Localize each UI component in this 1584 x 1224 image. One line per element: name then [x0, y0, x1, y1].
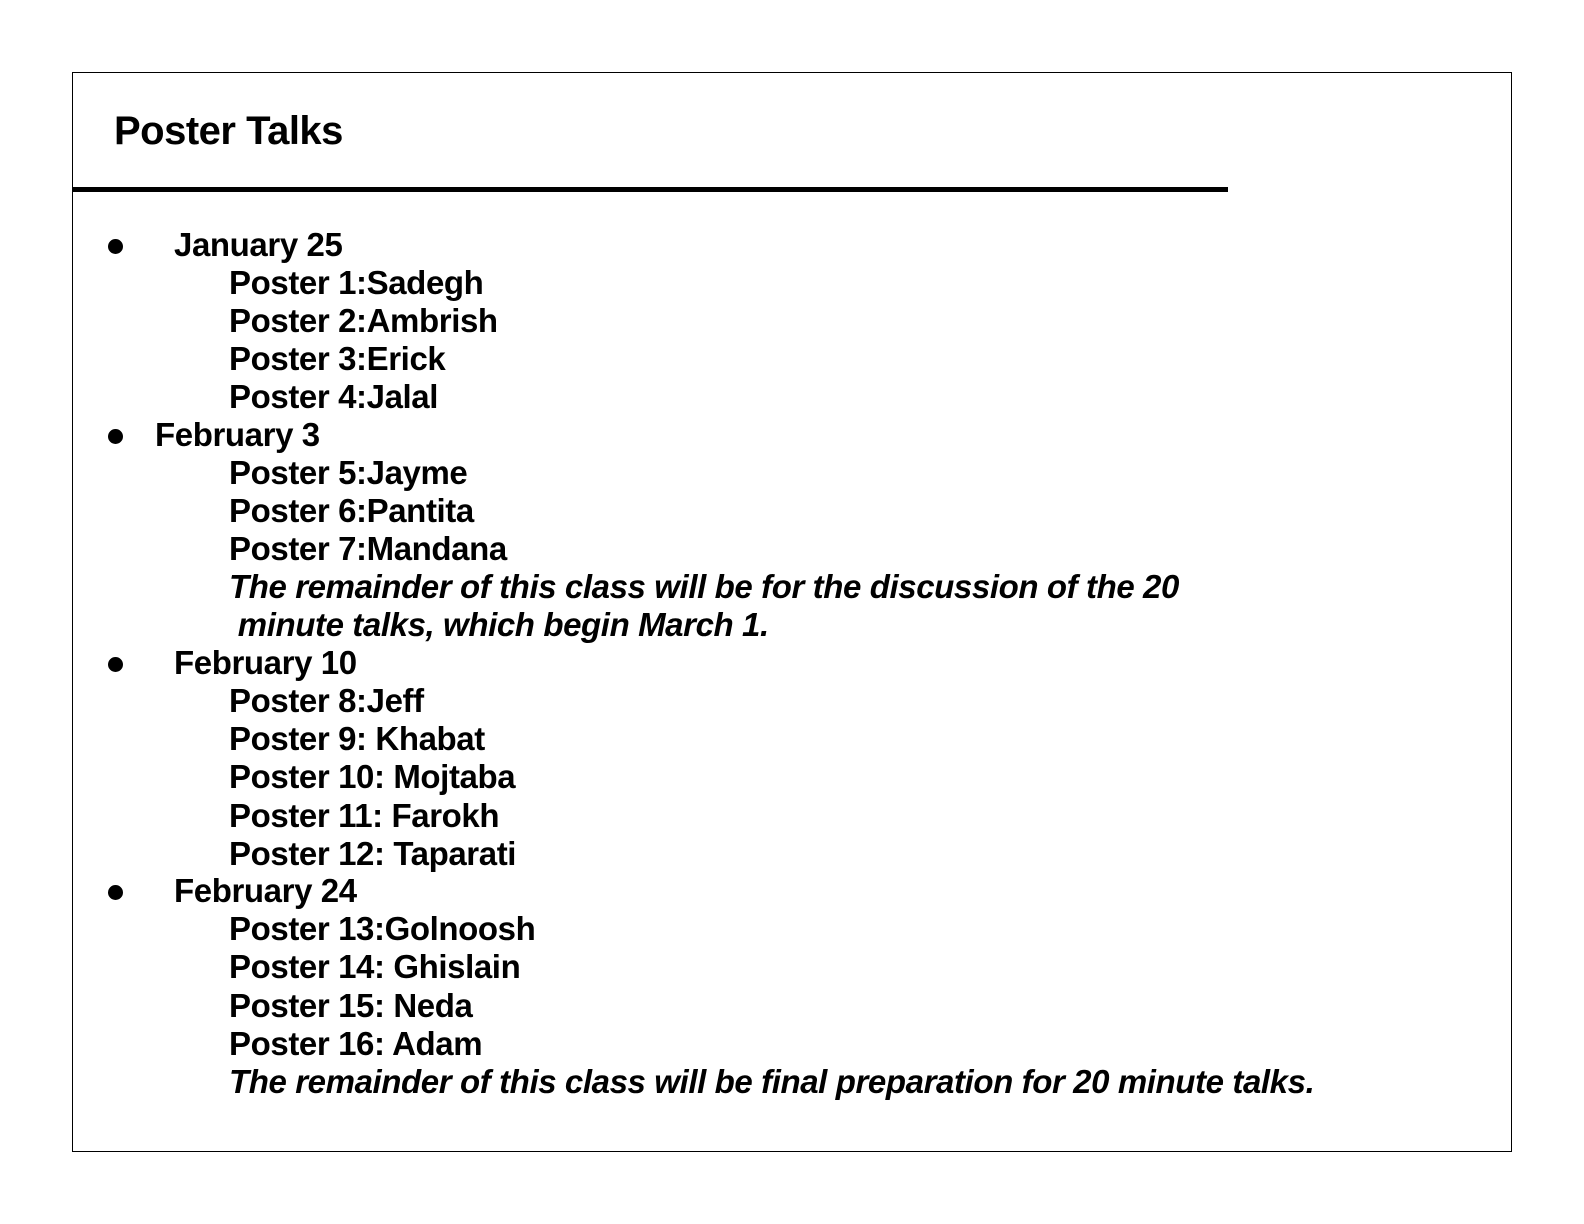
bullet-dot — [108, 239, 123, 254]
schedule-note: minute talks, which begin March 1. — [229, 606, 769, 643]
poster-item: Poster 16: Adam — [229, 1025, 483, 1062]
schedule-date: January 25 — [174, 226, 343, 263]
bullet-dot — [108, 429, 123, 444]
bullet-dot — [108, 657, 123, 672]
poster-item: Poster 12: Taparati — [229, 835, 517, 872]
poster-item: Poster 4:Jalal — [229, 378, 439, 415]
poster-item: Poster 13:Golnoosh — [229, 910, 536, 947]
poster-item: Poster 9: Khabat — [229, 720, 485, 757]
slide-title: Poster Talks — [114, 109, 343, 153]
poster-item: Poster 1:Sadegh — [229, 264, 484, 301]
poster-item: Poster 3:Erick — [229, 340, 446, 377]
poster-item: Poster 2:Ambrish — [229, 302, 498, 339]
schedule-note: The remainder of this class will be for the discussion of the 20 — [229, 568, 1179, 605]
schedule-date: February 24 — [174, 872, 357, 909]
poster-item: Poster 6:Pantita — [229, 492, 474, 529]
schedule-date: February 10 — [174, 644, 357, 681]
poster-item: Poster 5:Jayme — [229, 454, 468, 491]
poster-item: Poster 8:Jeff — [229, 682, 424, 719]
bullet-dot — [108, 885, 123, 900]
poster-item: Poster 14: Ghislain — [229, 948, 521, 985]
poster-item: Poster 11: Farokh — [229, 797, 500, 834]
schedule-note: The remainder of this class will be final preparation for 20 minute talks. — [229, 1063, 1315, 1100]
poster-item: Poster 15: Neda — [229, 987, 473, 1024]
title-underline — [72, 187, 1228, 192]
poster-item: Poster 7:Mandana — [229, 530, 507, 567]
schedule-date: February 3 — [155, 416, 320, 453]
poster-item: Poster 10: Mojtaba — [229, 758, 516, 795]
